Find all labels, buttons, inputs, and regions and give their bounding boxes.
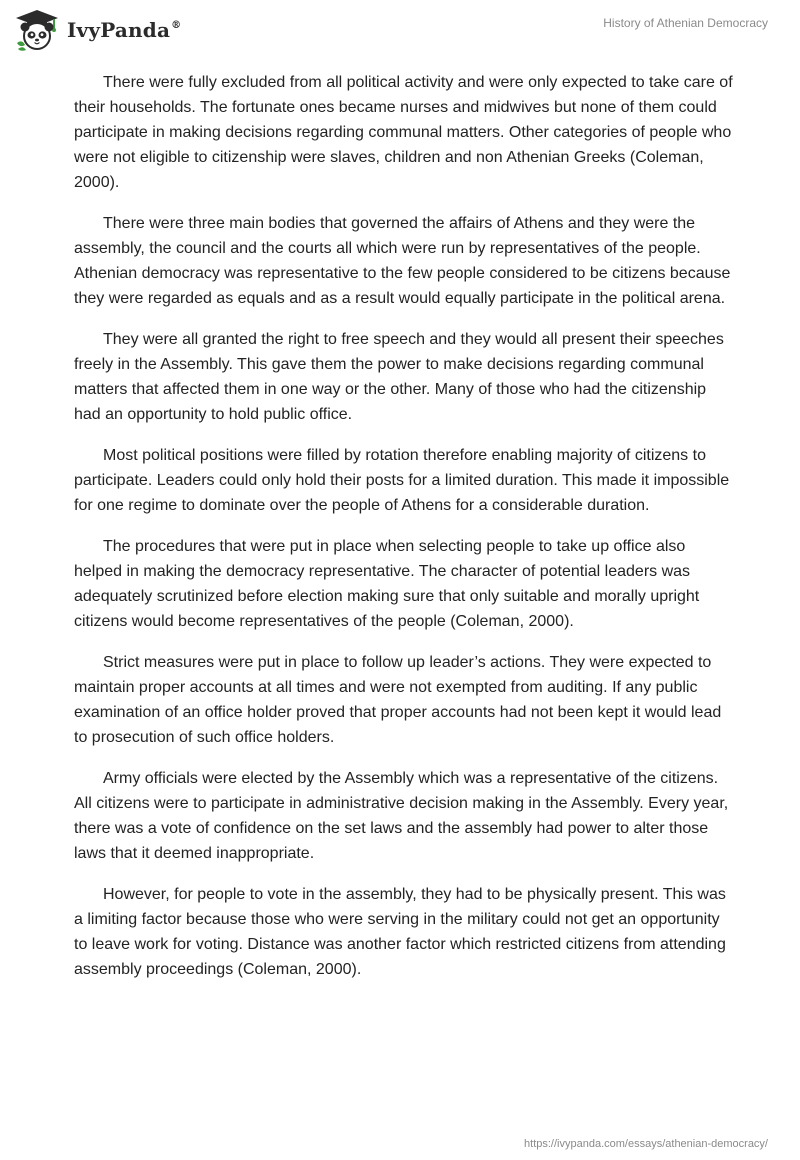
- panda-mascot-icon: [14, 9, 60, 51]
- paragraph: However, for people to vote in the assembly, they had to be physically present. This was a limiting factor because those who were serving in the military could not get an opportunity to leave work for voting. Distance was another factor which restricted citizens from attending assembly proceedings (Coleman, 2000).: [74, 886, 726, 978]
- ivypanda-logo[interactable]: [14, 9, 181, 51]
- document-title: History of Athenian Democracy: [603, 16, 768, 30]
- paragraph: There were three main bodies that governed the affairs of Athens and they were the assembly, the council and the courts all which were run by representatives of the people. Athenian democracy was representative to the few people considered to be citizens because they were regarded as equals and as a result would equally participate in the political arena.: [74, 215, 731, 307]
- paragraph: Army officials were elected by the Assembly which was a representative of the citizens. All citizens were to participate in administrative decision making in the Assembly. Every year, there was a vote of confidence on the set laws and the assembly had power to alter those laws that it deemed inappropriate.: [74, 770, 729, 862]
- page-header: [0, 0, 800, 60]
- paragraph: There were fully excluded from all political activity and were only expected to take care of their households. The fortunate ones became nurses and midwives but none of them could participate in making decisions regarding communal matters. Other categories of people who were not eligible to citizenship were slaves, children and non Athenian Greeks (Coleman, 2000).: [74, 74, 733, 191]
- source-url[interactable]: https://ivypanda.com/essays/athenian-democracy/: [524, 1138, 768, 1150]
- paragraph: Strict measures were put in place to follow up leader’s actions. They were expected to maintain proper accounts at all times and were not exempted from auditing. If any public examination of an office holder proved that proper accounts had not been kept it would lead to prosecution of such office holders.: [74, 654, 722, 746]
- paragraph: The procedures that were put in place when selecting people to take up office also helped in making the democracy representative. The character of potential leaders was adequately scrutinized before election making sure that only suitable and morally upright citizens would become representatives of the people (Coleman, 2000).: [74, 538, 700, 630]
- essay-body: [74, 70, 734, 998]
- brand-name: IvyPanda®: [67, 18, 182, 42]
- paragraph: They were all granted the right to free speech and they would all present their speeches freely in the Assembly. This gave them the power to make decisions regarding communal matters that affected them in one way or the other. Many of those who had the citizenship had an opportunity to hold public office.: [74, 331, 724, 423]
- registered-mark: ®: [171, 20, 182, 31]
- paragraph: Most political positions were filled by rotation therefore enabling majority of citizens to participate. Leaders could only hold their posts for a limited duration. This made it impossible for one regime to dominate over the people of Athens for a considerable duration.: [74, 447, 730, 514]
